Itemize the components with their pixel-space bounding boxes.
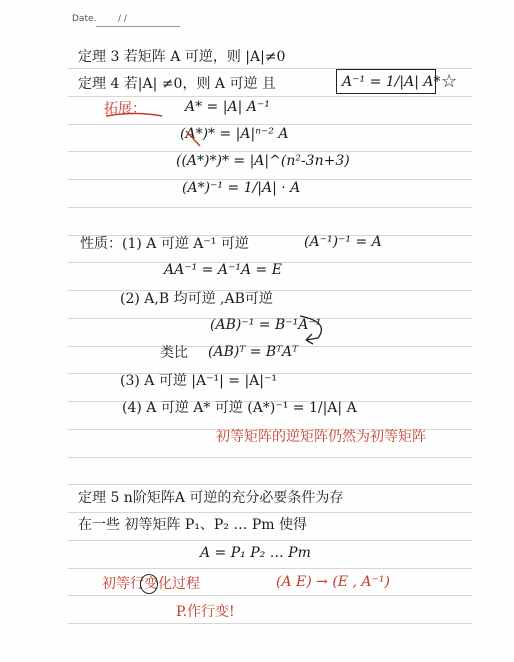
theorem-5-formula: A = P₁ P₂ … Pm xyxy=(200,545,311,561)
property-1: 性质：(1) A 可逆 A⁻¹ 可逆 xyxy=(80,236,249,252)
extension-formula-4: (A*)⁻¹ = 1/|A| · A xyxy=(182,180,301,196)
date-label: Date. xyxy=(72,14,97,24)
property-1-formula: (A⁻¹)⁻¹ = A xyxy=(304,234,382,250)
theorem-5-line-2: 在一些 初等矩阵 P₁、P₂ … Pm 使得 xyxy=(78,517,308,533)
theorem-4: 定理 4 若|A| ≠0，则 A 可逆 且 xyxy=(78,76,276,92)
extension-formula-1: A* = |A| A⁻¹ xyxy=(185,99,270,115)
arrow-stroke xyxy=(300,316,321,340)
property-1b: AA⁻¹ = A⁻¹A = E xyxy=(164,262,282,278)
row-operation-note: 初等行变化过程 xyxy=(102,576,200,592)
red-note: 初等矩阵的逆矩阵仍然为初等矩阵 xyxy=(216,429,426,445)
property-2b: (AB)⁻¹ = B⁻¹A⁻¹ xyxy=(210,317,322,333)
date-value: / / xyxy=(118,14,127,24)
property-2c: (AB)ᵀ = BᵀAᵀ xyxy=(208,344,298,360)
strike-stroke xyxy=(186,131,200,146)
star-icon: ☆ xyxy=(441,71,458,92)
extension-label: 拓展： xyxy=(104,101,146,117)
theorem-5-line-1: 定理 5 n阶矩阵A 可逆的充分必要条件为存 xyxy=(78,490,344,506)
underline-stroke xyxy=(106,114,162,117)
property-4: (4) A 可逆 A* 可逆 (A*)⁻¹ = 1/|A| A xyxy=(122,400,357,416)
property-3: (3) A 可逆 |A⁻¹| = |A|⁻¹ xyxy=(120,373,278,389)
extension-formula-2: (A*)* = |A|ⁿ⁻² A xyxy=(180,126,289,142)
row-operation-formula: (A E) → (E , A⁻¹) xyxy=(276,574,390,590)
property-2: (2) A,B 均可逆 ,AB可逆 xyxy=(120,291,273,307)
extension-formula-3: ((A*)*)* = |A|^(n²-3n+3) xyxy=(176,153,350,169)
analogy-label: 类比 xyxy=(160,345,188,361)
theorem-3: 定理 3 若矩阵 A 可逆，则 |A|≠0 xyxy=(78,49,286,65)
row-operation-reminder: P.作行变! xyxy=(176,604,235,620)
inverse-formula: A⁻¹ = 1/|A| A* xyxy=(342,74,441,90)
